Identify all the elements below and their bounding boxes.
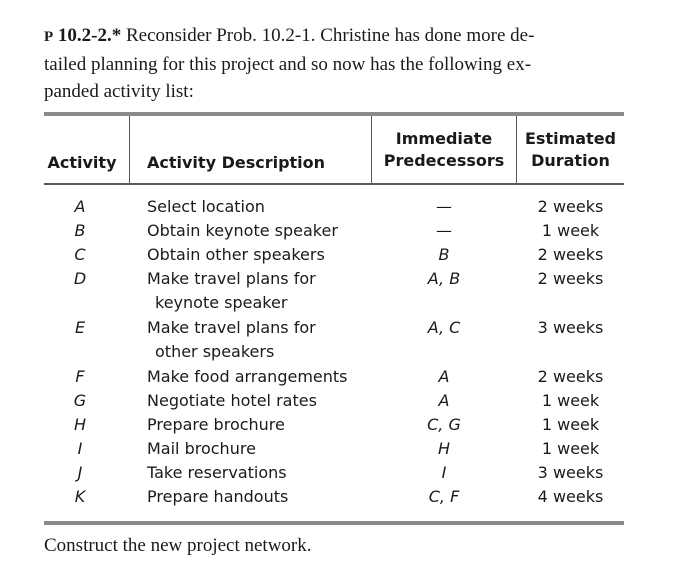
table-cell-duration: 2 weeks: [537, 367, 604, 386]
problem-text-line-1: Reconsider Prob. 10.2-1. Christine has done more de-: [126, 25, 535, 46]
table-cell-predecessors: A, B: [427, 269, 461, 288]
problem-text-line-2: tailed planning for this project and so now has the following ex-: [44, 54, 532, 75]
table-cell-description-continuation: other speakers: [155, 342, 275, 361]
table-cell-description: Obtain keynote speaker: [147, 221, 338, 240]
table-cell-predecessors: —: [436, 221, 452, 240]
table-cell-duration: 1 week: [541, 391, 600, 410]
table-cell-duration: 1 week: [541, 415, 600, 434]
table-cell-description: Select location: [147, 197, 265, 216]
table-top-rule: [44, 112, 624, 116]
header-activity: Activity: [47, 153, 117, 172]
table-cell-duration: 1 week: [541, 221, 600, 240]
table-cell-duration: 2 weeks: [537, 269, 604, 288]
table-cell-description: Mail brochure: [147, 439, 256, 458]
table-cell-activity: K: [74, 487, 86, 506]
table-cell-predecessors: B: [438, 245, 450, 264]
table-cell-description: Negotiate hotel rates: [147, 391, 317, 410]
table-cell-description: Make travel plans for: [147, 318, 316, 337]
table-header-rule: [44, 183, 624, 185]
table-cell-predecessors: A, C: [427, 318, 461, 337]
table-cell-activity: F: [75, 367, 85, 386]
table-cell-description: Make food arrangements: [147, 367, 348, 386]
header-divider-1: [129, 116, 130, 183]
table-cell-activity: I: [77, 439, 83, 458]
table-cell-description-continuation: keynote speaker: [155, 293, 288, 312]
table-cell-activity: G: [73, 391, 87, 410]
problem-number: 10.2-2.*: [57, 25, 122, 46]
table-bottom-rule: [44, 521, 624, 525]
table-cell-duration: 3 weeks: [537, 318, 604, 337]
table-cell-description: Take reservations: [147, 463, 287, 482]
header-duration: Estimated Duration: [524, 129, 616, 170]
table-cell-activity: D: [73, 269, 87, 288]
table-cell-activity: C: [74, 245, 86, 264]
problem-prefix: P: [44, 29, 54, 45]
table-cell-activity: B: [74, 221, 86, 240]
table-cell-activity: H: [73, 415, 87, 434]
table-cell-description: Prepare handouts: [147, 487, 289, 506]
table-cell-description: Make travel plans for: [147, 269, 316, 288]
table-cell-activity: A: [74, 197, 86, 216]
table-cell-predecessors: H: [437, 439, 451, 458]
problem-statement: [44, 22, 644, 105]
header-description: Activity Description: [147, 153, 326, 172]
table-cell-activity: J: [77, 463, 83, 482]
table-cell-description: Prepare brochure: [147, 415, 285, 434]
table-cell-duration: 1 week: [541, 439, 600, 458]
table-cell-duration: 2 weeks: [537, 197, 604, 216]
table-cell-predecessors: —: [436, 197, 452, 216]
table-cell-duration: 2 weeks: [537, 245, 604, 264]
closing-instruction: Construct the new project network.: [44, 535, 312, 556]
table-cell-predecessors: A: [438, 367, 450, 386]
table-cell-duration: 4 weeks: [537, 487, 604, 506]
table-cell-duration: 3 weeks: [537, 463, 604, 482]
table-cell-predecessors: A: [438, 391, 450, 410]
table-cell-predecessors: C, F: [428, 487, 460, 506]
table-cell-description: Obtain other speakers: [147, 245, 325, 264]
problem-text-line-3: panded activity list:: [44, 81, 194, 102]
table-cell-predecessors: C, G: [427, 415, 461, 434]
table-cell-activity: E: [74, 318, 86, 337]
header-predecessors: Immediate Predecessors: [383, 129, 505, 170]
table-cell-predecessors: I: [441, 463, 447, 482]
